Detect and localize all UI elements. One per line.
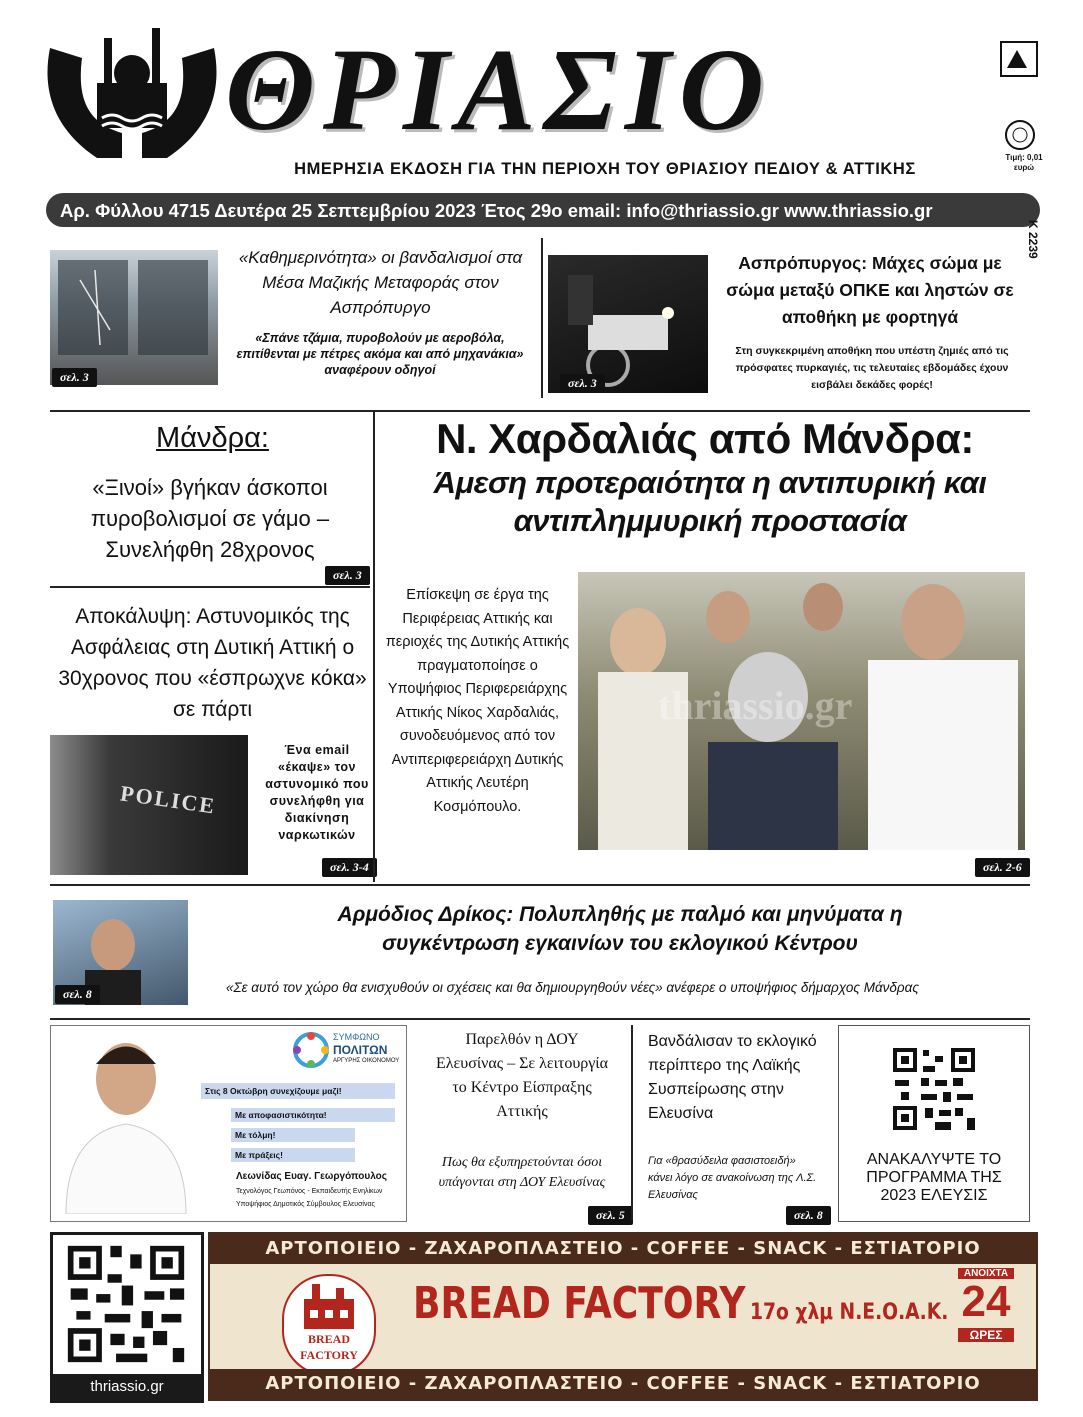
bread-top-strip: ΑΡΤΟΠΟΙΕΙΟ - ΖΑΧΑΡΟΠΛΑΣΤΕΙΟ - COFFEE - SNACK - ΕΣΤΙΑΤΟΡΙΟ (210, 1234, 1036, 1264)
masthead-logo (42, 28, 222, 168)
divider-3 (50, 1018, 1030, 1020)
bread-hours-label: ΩΡΕΣ (958, 1328, 1014, 1342)
bus-window-icon (50, 250, 218, 385)
page-ref-police: σελ. 3-4 (322, 858, 377, 877)
top-right-headline: Ασπρόπυργος: Μάχες σώμα με σώμα μεταξύ ΟΠΚΕ και ληστών σε αποθήκη με φορτηγά (726, 253, 1014, 327)
top-left-lede: «Σπάνε τζάμια, πυροβολούν με αεροβόλα, επιτίθενται με πέτρες ακόμα και από μηχανάκια» αναφέρουν οδηγοί (236, 331, 524, 377)
candidate-photo (61, 1034, 191, 1214)
motorbike-icon (548, 255, 708, 393)
hands-factory-icon (42, 28, 222, 168)
photo-watermark: thriassio.gr (658, 683, 853, 728)
bread-logo-line1: BREAD (307, 1332, 350, 1346)
factory-icon (304, 1284, 354, 1329)
stamp-icon (995, 40, 1045, 160)
bread-logo (282, 1274, 376, 1376)
qr-box-label: thriassio.gr (53, 1374, 201, 1400)
page-ref-bus: σελ. 3 (52, 368, 97, 387)
divider-left (50, 586, 370, 588)
doy-headline: Παρελθόν η ΔΟΥ Ελευσίνας – Σε λειτουργία το Κέντρο Είσπραξης Αττικής (436, 1031, 608, 1120)
doy-lede: Πως θα εξυπηρετούνται όσοι υπάγονται στη ΔΟΥ Ελευσίνας (438, 1155, 606, 1190)
qr-code-icon (65, 1243, 187, 1365)
page-ref-doy: σελ. 5 (588, 1206, 633, 1225)
bread-open-label: ΑΝΟΙΧΤΑ (958, 1268, 1014, 1279)
divider-2 (50, 884, 1030, 886)
masthead-subtitle: ΗΜΕΡΗΣΙΑ ΕΚΔΟΣΗ ΓΙΑ ΤΗΝ ΠΕΡΙΟΧΗ ΤΟΥ ΘΡΙΑΣΙΟΥ ΠΕΔΙΟΥ & ΑΤΤΙΚΗΣ (294, 160, 916, 178)
candidate-role-2: Υποψήφιος Δημοτικός Σύμβουλος Ελευσίνας (236, 1201, 375, 1208)
sympoliton-logo-icon (291, 1030, 331, 1070)
campaign-logo-line2: ΠΟΛΙΤΩΝ (333, 1043, 388, 1057)
price-label: Τιμή: 0,01 ευρώ (1005, 153, 1043, 172)
top-right-lede: Στη συγκεκριμένη αποθήκη που υπέστη ζημιές από τις πρόσφατες πυρκαγιές, τις τελευταίες εβδομάδες έχουν εισβάλει δεκάδες φορές! (735, 345, 1009, 391)
issue-code: Κ 2239 (1026, 220, 1040, 259)
main-divider (373, 412, 375, 882)
bus-photo (50, 250, 218, 385)
bottom-divider (631, 1025, 633, 1220)
campaign-logo-line3: ΑΡΓΥΡΗΣ ΟΙΚΟΝΟΜΟΥ (333, 1058, 400, 1064)
slogan-2: Με αποφασιστικότητα! (231, 1108, 395, 1122)
masthead-title: ΘΡΙΑΣΙΟ (225, 24, 772, 155)
bread-location: 17ο χλμ Ν.Ε.Ο.Α.Κ. (750, 1300, 949, 1325)
bread-title: BREAD FACTORY (413, 1278, 746, 1329)
main-body: Επίσκεψη σε έργα της Περιφέρειας Αττικής και περιοχές της Δυτικής Αττικής πραγματοποίησε ο Υποψήφιος Περιφερειάρχης Αττικής Νίκος Χαρδαλιάς, συνοδευόμενος από τον Αντιπεριφερειάρχη Δυτικής Αττικής Λευτέρη Κοσμόπουλο. (385, 587, 570, 815)
page-ref-main: σελ. 2-6 (975, 858, 1030, 877)
candidate-icon (61, 1034, 191, 1214)
main-headline-2: Άμεση προτεραιότητα η αντιπυρική και αντιπλημμυρική προστασία (433, 465, 987, 538)
program-ad (838, 1025, 1030, 1222)
qr-code-icon (891, 1046, 977, 1132)
masthead-badge (995, 40, 1045, 160)
issue-line: Αρ. Φύλλου 4715 Δευτέρα 25 Σεπτεμβρίου 2023 Έτος 29ο email: info@thriassio.gr www.thriassio.gr (60, 200, 933, 221)
top-divider (541, 238, 543, 398)
slogan-3: Με τόλμη! (231, 1128, 355, 1142)
mandra-body: «Ξινοί» βγήκαν άσκοποι πυροβολισμοί σε γάμο – Συνελήφθη 28χρονος (90, 475, 330, 562)
program-text-3: 2023 ΕΛΕΥΣΙΣ (880, 1187, 988, 1204)
divider-1 (50, 410, 1030, 412)
mandra-heading: Μάνδρα: (156, 422, 269, 454)
campaign-logo-line1: ΣΥΜΦΩΝΟ (333, 1032, 380, 1042)
police-motorbike-photo (548, 255, 708, 393)
police-caption: Ένα email «έκαψε» τον αστυνομικό που συνελήφθη για διακίνηση ναρκωτικών (265, 743, 369, 842)
police-vest-label: POLICE (118, 780, 218, 819)
bread-bottom-strip: ΑΡΤΟΠΟΙΕΙΟ - ΖΑΧΑΡΟΠΛΑΣΤΕΙΟ - COFFEE - SNACK - ΕΣΤΙΑΤΟΡΙΟ (210, 1369, 1036, 1399)
police-headline: Αποκάλυψη: Αστυνομικός της Ασφάλειας στη Δυτική Αττική ο 30χρονος που «έσπρωχνε κόκα» σε πάρτι (58, 605, 367, 721)
candidate-role-1: Τεχνολόγος Γεωπόνος - Εκπαιδευτής Ενηλίκων (236, 1188, 383, 1195)
campaign-ad (50, 1025, 407, 1222)
drikos-quote: «Σε αυτό τον χώρο θα ενισχυθούν οι σχέσεις και θα δημιουργηθούν νέες» ανέφερε ο υποψήφιος δήμαρχος Μάνδρας (226, 980, 919, 995)
candidate-name: Λεωνίδας Ευαγ. Γεωργόπουλος (236, 1171, 387, 1182)
bread-logo-line2: FACTORY (300, 1348, 358, 1362)
drikos-headline: Αρμόδιος Δρίκος: Πολυπληθής με παλμό και μηνύματα η συγκέντρωση εγκαινίων του εκλογικού Κέντρου (337, 903, 903, 955)
hardalias-photo (578, 572, 1025, 850)
top-left-headline: «Καθημερινότητα» οι βανδαλισμοί στα Μέσα Μαζικής Μεταφοράς στον Ασπρόπυργο (238, 248, 523, 317)
program-text-1: ΑΝΑΚΑΛΥΨΤΕ ΤΟ (866, 1151, 1002, 1168)
vandal-lede: Για «θρασύδειλα φασιστοειδή» κάνει λόγο σε ανακοίνωση της Λ.Σ. Ελευσίνας (648, 1155, 817, 1201)
page-ref-drikos: σελ. 8 (55, 985, 100, 1004)
slogan-1: Στις 8 Οκτώβρη συνεχίζουμε μαζί! (201, 1083, 395, 1099)
vandal-headline: Βανδάλισαν το εκλογικό περίπτερο της Λαϊκής Συσπείρωσης στην Ελευσίνα (648, 1033, 817, 1122)
main-headline-1: Ν. Χαρδαλιάς από Μάνδρα: (436, 415, 974, 462)
program-text-2: ΠΡΟΓΡΑΜΜΑ ΤΗΣ (866, 1169, 1002, 1186)
police-vest-photo (50, 735, 248, 875)
slogan-4: Με πράξεις! (231, 1148, 355, 1162)
qr-box (50, 1232, 204, 1403)
page-ref-opke: σελ. 3 (560, 374, 605, 393)
bread-hours: 24 (961, 1277, 1011, 1326)
page-ref-mandra: σελ. 3 (325, 566, 370, 585)
page-ref-vandal: σελ. 8 (786, 1206, 831, 1225)
bread-factory-ad (208, 1232, 1038, 1401)
